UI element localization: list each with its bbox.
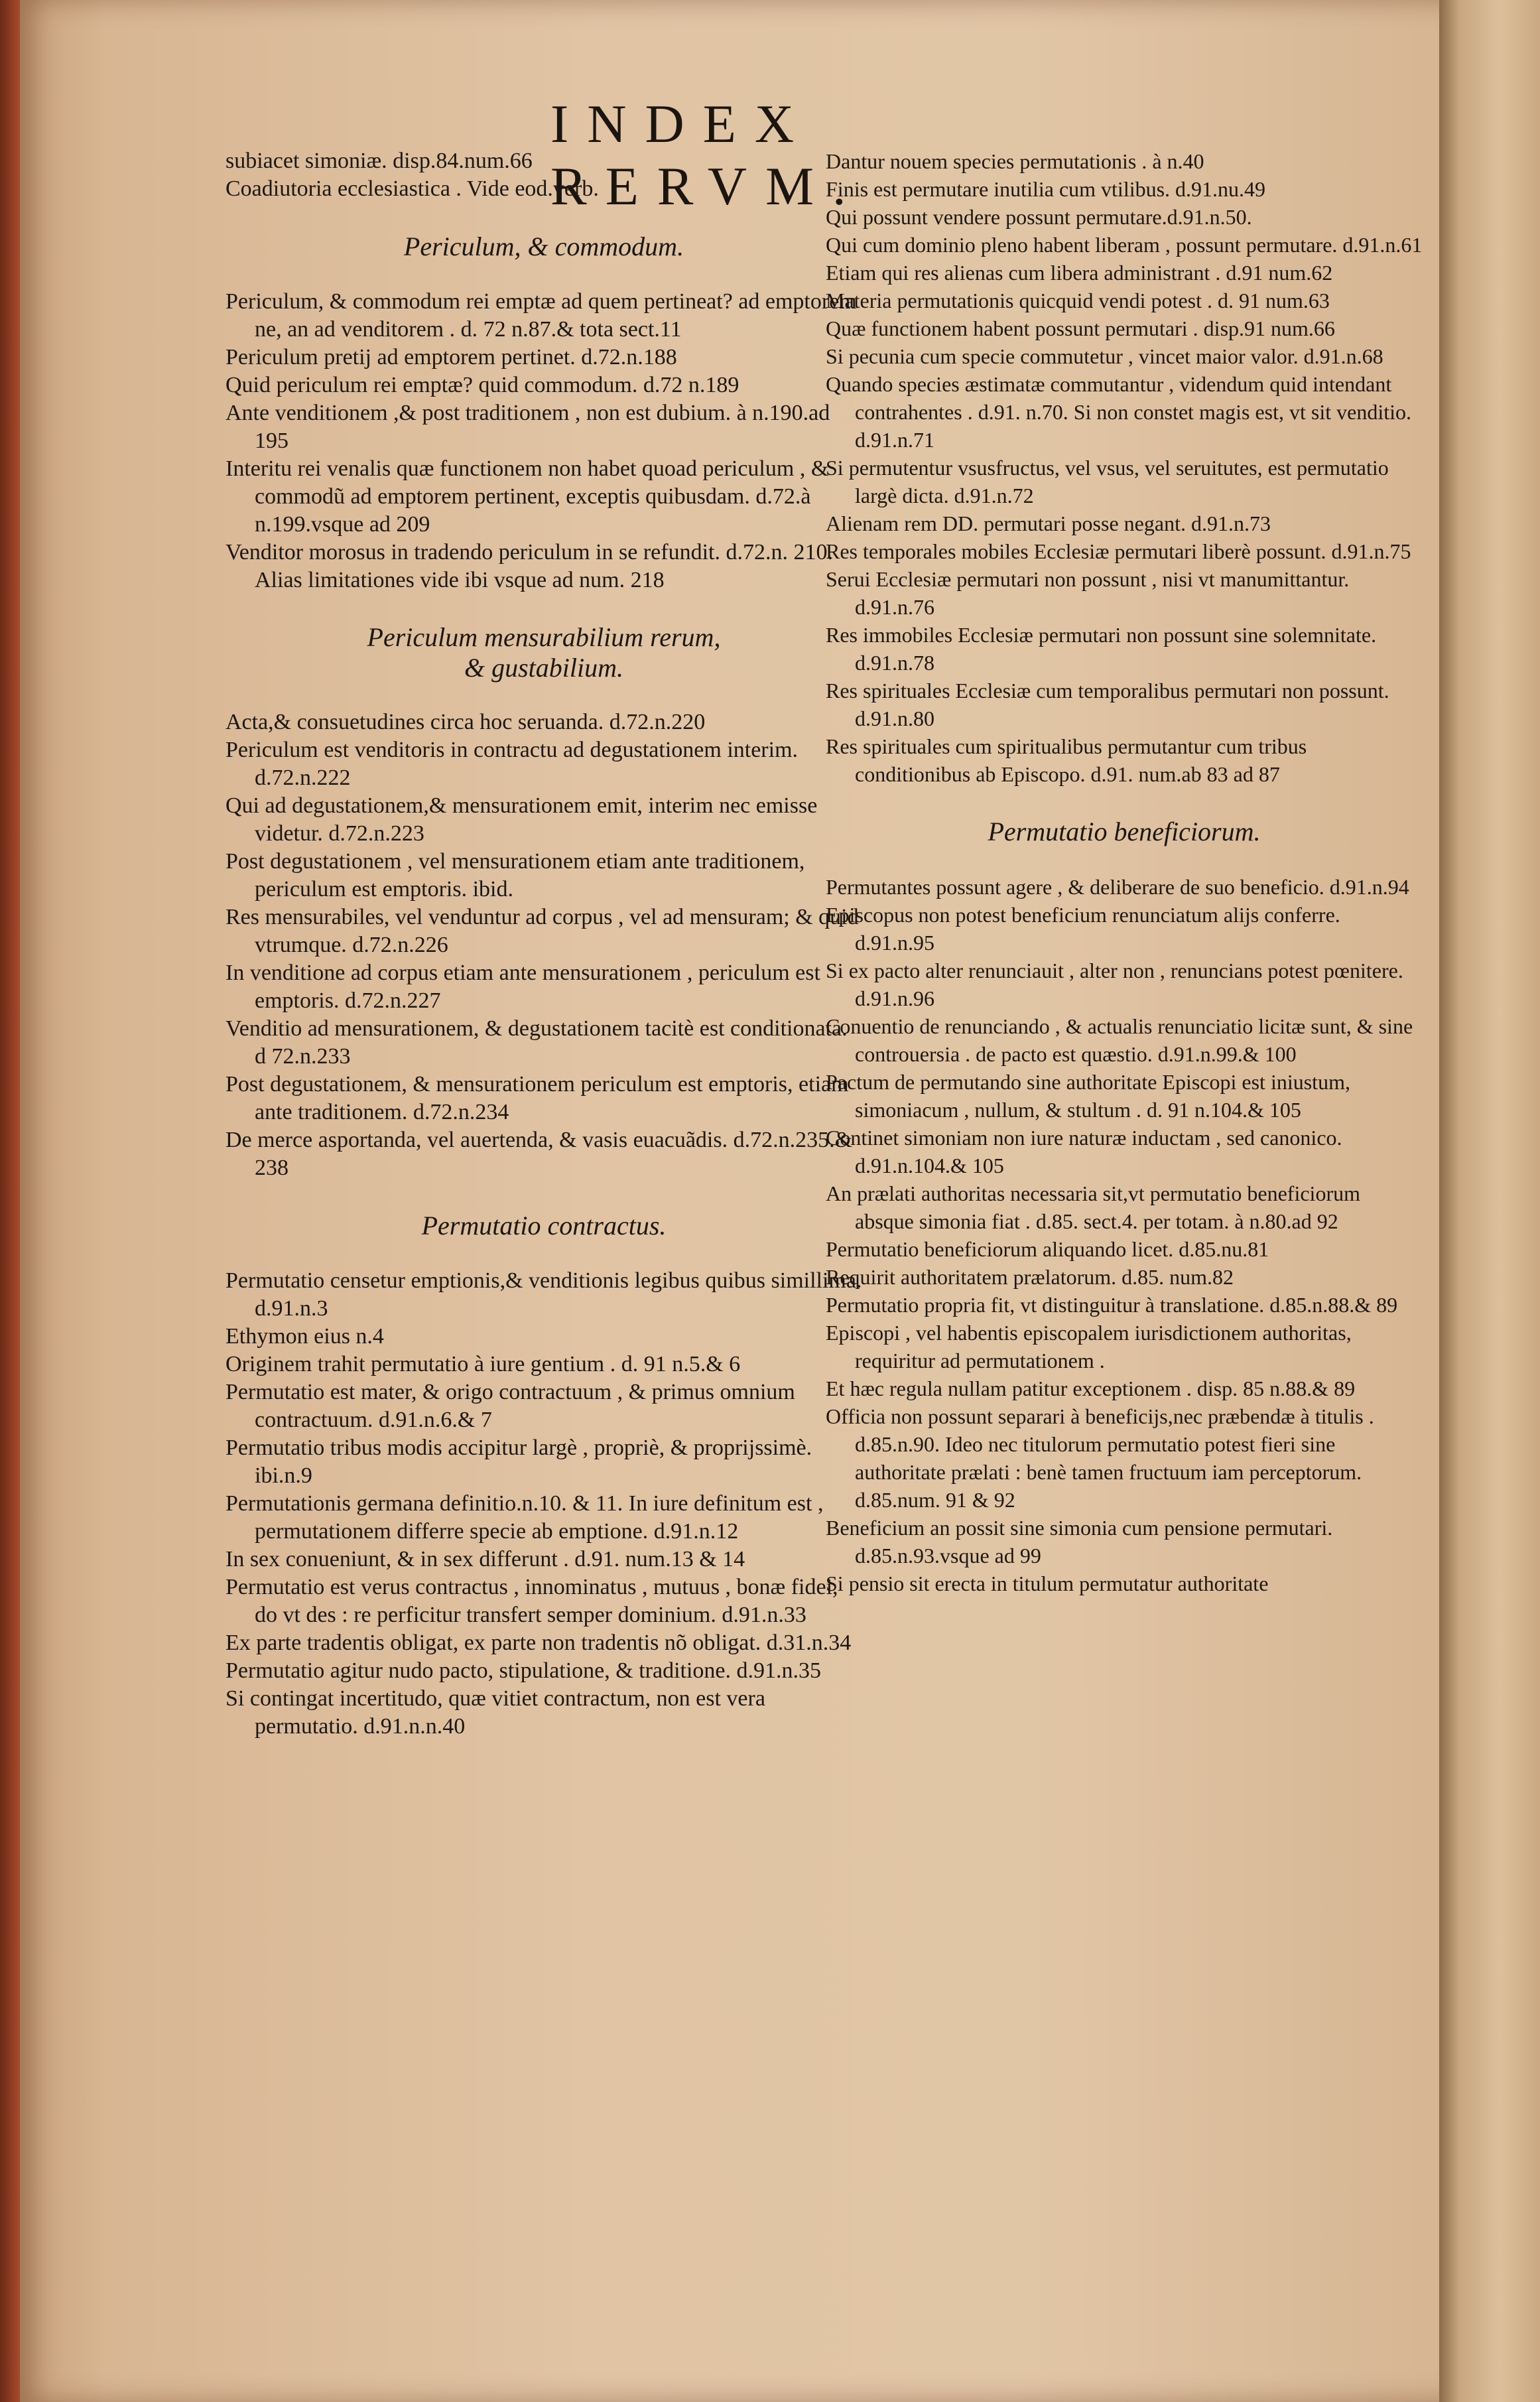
- index-entry: Permutatio est mater, & origo contractuum , & primus omnium contractuum. d.91.n.6.& 7: [225, 1380, 795, 1432]
- index-entry: Qui ad degustationem,& mensurationem emit, interim nec emisse videtur. d.72.n.223: [225, 793, 818, 846]
- page-title: INDEX RERVM.: [550, 94, 865, 216]
- index-entry: Permutatio beneficiorum aliquando licet. d.85.nu.81: [826, 1237, 1269, 1261]
- index-entry: Si permutentur vsusfructus, vel vsus, vel seruitutes, est permutatio largè dicta. d.91.n.72: [826, 456, 1389, 507]
- index-entry: Dantur nouem species permutationis . à n.40: [826, 149, 1204, 173]
- section-heading: [225, 622, 862, 683]
- index-entry: Ethymon eius n.4: [225, 1324, 384, 1349]
- index-entry: Si ex pacto alter renunciauit , alter non , renuncians potest pœnitere. d.91.n.96: [826, 959, 1403, 1010]
- section-heading: Permutatio beneficiorum.: [988, 817, 1261, 846]
- index-entry: Si pecunia cum specie commutetur , vincet maior valor. d.91.n.68: [826, 344, 1383, 368]
- index-entry: Venditio ad mensurationem, & degustationem tacitè est conditionata. d 72.n.233: [225, 1016, 848, 1069]
- index-entry: Res temporales mobiles Ecclesiæ permutari liberè possunt. d.91.n.75: [826, 539, 1411, 563]
- index-entry: Finis est permutare inutilia cum vtilibus. d.91.nu.49: [826, 177, 1266, 201]
- index-entry: Periculum est venditoris in contractu ad degustationem interim. d.72.n.222: [225, 738, 799, 790]
- index-entry: Beneficium an possit sine simonia cum pensione permutari. d.85.n.93.vsque ad 99: [826, 1516, 1333, 1568]
- index-entry: Si contingat incertitudo, quæ vitiet contractum, non est vera permutatio. d.91.n.n.40: [225, 1686, 765, 1739]
- index-entry: Permutationis germana definitio.n.10. & 11. In iure definitum est , permutationem differre specie ab emptione. d.91.n.12: [225, 1491, 824, 1544]
- left-column: [225, 147, 862, 1741]
- index-entry: Pactum de permutando sine authoritate Episcopi est iniustum, simoniacum , nullum, & stultum . d. 91 n.104.& 105: [826, 1070, 1350, 1122]
- index-entry: Episcopus non potest beneficium renunciatum alijs conferre. d.91.n.95: [826, 903, 1340, 955]
- index-entry: Etiam qui res alienas cum libera administrant . d.91 num.62: [826, 261, 1333, 285]
- index-entry: Permutatio agitur nudo pacto, stipulatione, & traditione. d.91.n.35: [225, 1658, 822, 1683]
- index-entry: Res spirituales cum spiritualibus permutantur cum tribus conditionibus ab Episcopo. d.91. num.ab 83 ad 87: [826, 734, 1307, 786]
- index-entry: In venditione ad corpus etiam ante mensurationem , periculum est emptoris. d.72.n.227: [225, 961, 820, 1013]
- index-entry: Periculum, & commodum rei emptæ ad quem pertineat? ad emptorem ne, an ad venditorem . d. 72 n.87.& tota sect.11: [225, 289, 857, 342]
- section-heading-line: Periculum mensurabilium rerum,: [367, 622, 721, 652]
- index-entry: Res immobiles Ecclesiæ permutari non possunt sine solemnitate. d.91.n.78: [826, 623, 1377, 675]
- section-heading: Periculum, & commodum.: [403, 232, 684, 261]
- index-entry: Materia permutationis quicquid vendi potest . d. 91 num.63: [826, 289, 1330, 312]
- index-entry: Conuentio de renunciando , & actualis renunciatio licitæ sunt, & sine controuersia . de pacto est quæstio. d.91.n.99.& 100: [826, 1014, 1413, 1066]
- index-entry: Permutatio est verus contractus , innominatus , mutuus , bonæ fidei, do vt des : re perficitur transfert semper dominium. d.91.n.33: [225, 1575, 838, 1627]
- index-entry: Requirit authoritatem prælatorum. d.85. num.82: [826, 1265, 1234, 1289]
- index-entry: Quando species æstimatæ commutantur , videndum quid intendant contrahentes . d.91. n.70. Si non constet magis est, vt sit venditio. d.91.n.71: [826, 372, 1412, 452]
- index-entry: Post degustationem, & mensurationem periculum est emptoris, etiam ante traditionem. d.72.n.234: [225, 1072, 849, 1124]
- index-entry: Officia non possunt separari à beneficijs,nec præbendæ à titulis . d.85.n.90. Ideo nec titulorum permutatio potest fieri sine authoritate prælati : benè tamen fructuum iam perceptorum. d.85.num. 91 & 92: [826, 1404, 1374, 1512]
- index-entry: Quid periculum rei emptæ? quid commodum. d.72 n.189: [225, 373, 739, 397]
- index-entry: Qui possunt vendere possunt permutare.d.91.n.50.: [826, 205, 1252, 229]
- index-entry: Permutatio propria fit, vt distinguitur à translatione. d.85.n.88.& 89: [826, 1293, 1398, 1317]
- index-entry: An prælati authoritas necessaria sit,vt permutatio beneficiorum absque simonia fiat . d.85. sect.4. per totam. à n.80.ad 92: [826, 1181, 1360, 1233]
- index-entry: Res spirituales Ecclesiæ cum temporalibus permutari non possunt. d.91.n.80: [826, 679, 1389, 730]
- index-entry: Post degustationem , vel mensurationem etiam ante traditionem, periculum est emptoris. ibid.: [225, 849, 805, 901]
- index-entry: Ante venditionem ,& post traditionem , non est dubium. à n.190.ad 195: [225, 401, 830, 453]
- index-entry: Permutatio censetur emptionis,& venditionis legibus quibus simillima. d.91.n.3: [225, 1268, 862, 1321]
- index-entry: De merce asportanda, vel auertenda, & vasis euacuãdis. d.72.n.235.& 238: [225, 1128, 853, 1180]
- index-entry: Periculum pretij ad emptorem pertinet. d.72.n.188: [225, 345, 677, 369]
- index-entry: Originem trahit permutatio à iure gentium . d. 91 n.5.& 6: [225, 1352, 741, 1376]
- index-entry: Interitu rei venalis quæ functionem non habet quoad periculum , & commodũ ad emptorem pertinent, exceptis quibusdam. d.72.à n.199.vsque ad 209: [225, 456, 829, 537]
- facing-page-edge: [1439, 0, 1540, 2402]
- index-entry: Coadiutoria ecclesiastica . Vide eod.verb.: [225, 176, 599, 201]
- section-heading-line: & gustabilium.: [464, 653, 624, 683]
- index-entry: Continet simoniam non iure naturæ inductam , sed canonico. d.91.n.104.& 105: [826, 1126, 1342, 1177]
- index-entry: Acta,& consuetudines circa hoc seruanda. d.72.n.220: [225, 710, 706, 734]
- index-entry: Permutantes possunt agere , & deliberare de suo beneficio. d.91.n.94: [826, 875, 1409, 899]
- index-entry: Permutatio tribus modis accipitur largè , propriè, & proprijssimè. ibi.n.9: [225, 1435, 812, 1488]
- index-entry: Alienam rem DD. permutari posse negant. d.91.n.73: [826, 511, 1271, 535]
- section-heading: Permutatio contractus.: [421, 1211, 667, 1240]
- index-entry: Venditor morosus in tradendo periculum in se refundit. d.72.n. 210. Alias limitationes vide ibi vsque ad num. 218: [225, 540, 833, 592]
- right-column: [826, 147, 1423, 1597]
- index-entry: Qui cum dominio pleno habent liberam , possunt permutare. d.91.n.61: [826, 233, 1423, 257]
- index-entry: Si pensio sit erecta in titulum permutatur authoritate: [826, 1571, 1269, 1595]
- index-entry: Serui Ecclesiæ permutari non possunt , nisi vt manumittantur. d.91.n.76: [826, 567, 1350, 619]
- index-entry: In sex conueniunt, & in sex differunt . d.91. num.13 & 14: [225, 1547, 745, 1571]
- index-entry: Quæ functionem habent possunt permutari . disp.91 num.66: [826, 316, 1335, 340]
- index-entry: Ex parte tradentis obligat, ex parte non tradentis nõ obligat. d.31.n.34: [225, 1631, 852, 1655]
- index-entry: Et hæc regula nullam patitur exceptionem . disp. 85 n.88.& 89: [826, 1376, 1356, 1400]
- index-entry: Res mensurabiles, vel venduntur ad corpus , vel ad mensuram; & quid vtrumque. d.72.n.226: [225, 905, 859, 957]
- index-entry: subiacet simoniæ. disp.84.num.66: [225, 149, 533, 173]
- index-entry: Episcopi , vel habentis episcopalem iurisdictionem authoritas, requiritur ad permutationem .: [826, 1321, 1352, 1372]
